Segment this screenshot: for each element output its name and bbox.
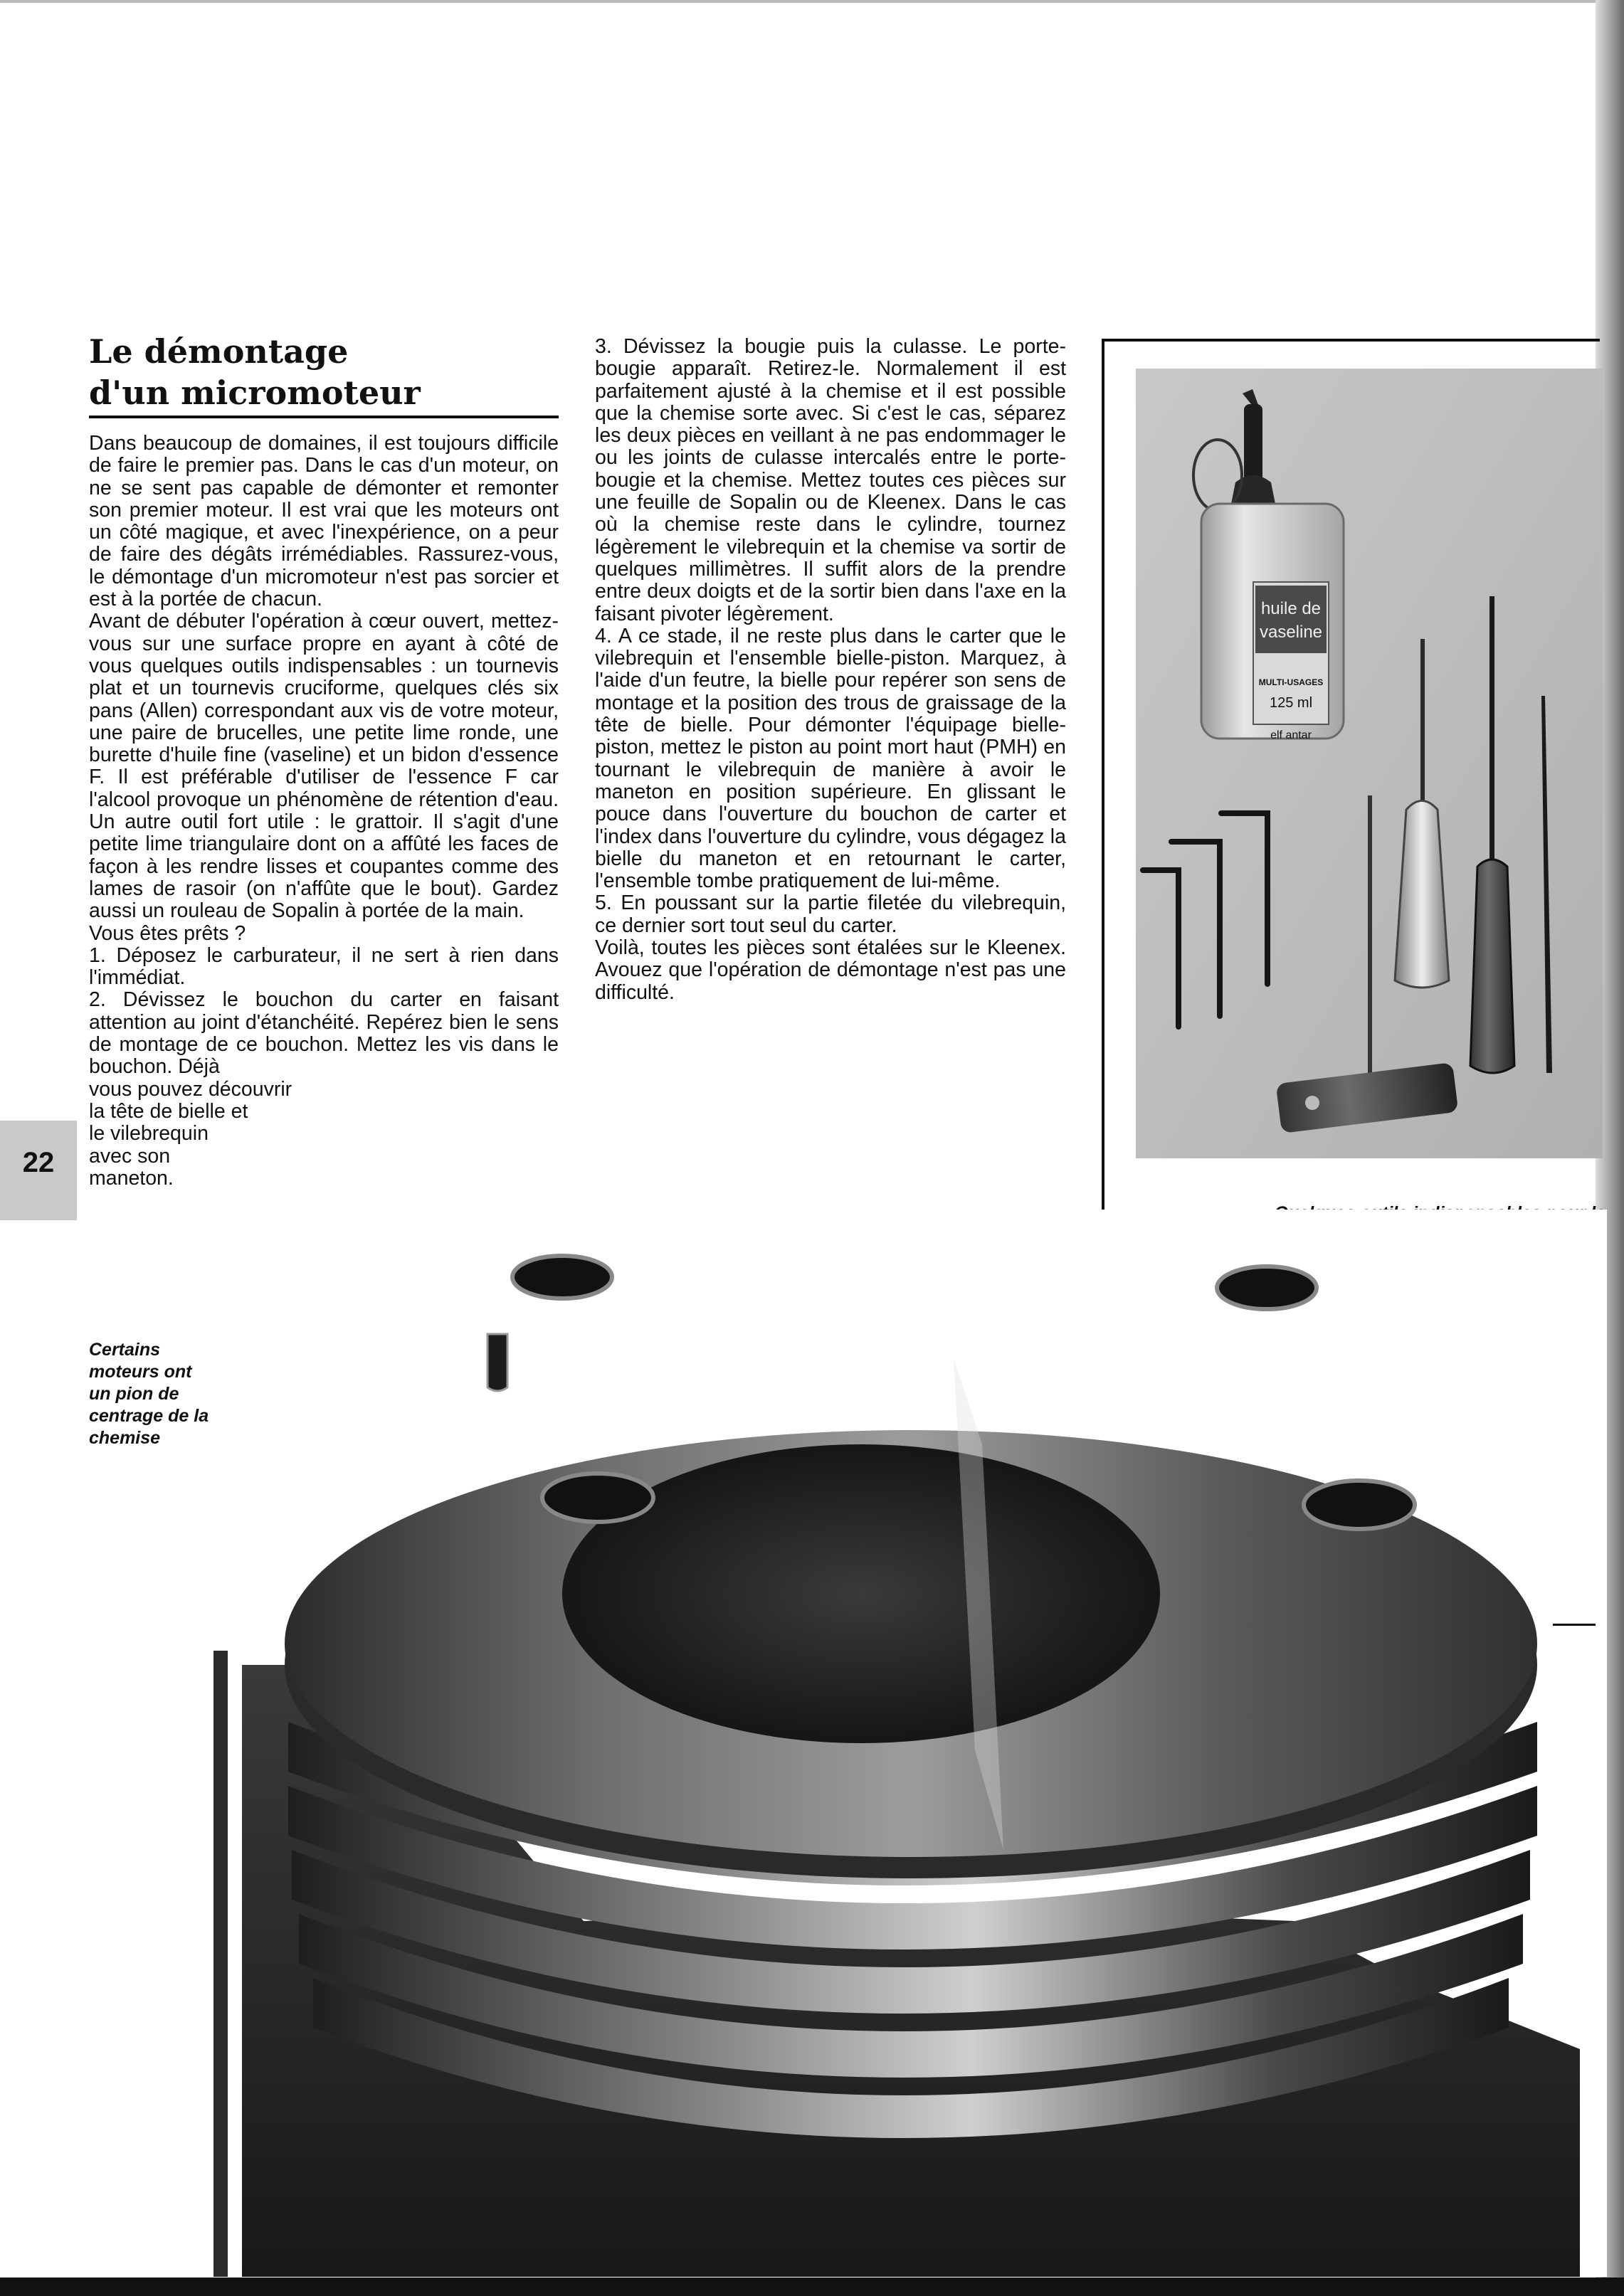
step-2-line-a: vous pouvez découvrir bbox=[89, 1077, 292, 1101]
step-2-line-b: la tête de bielle et bbox=[89, 1099, 248, 1123]
step-5: 5. En poussant sur la partie filetée du vilebrequin, ce dernier sort tout seul du carter. bbox=[595, 892, 1066, 937]
photo-frame-left-rule bbox=[1102, 339, 1104, 1221]
step-2-line-e: maneton. bbox=[89, 1166, 174, 1190]
engine-cylinder-photo bbox=[228, 1210, 1607, 2277]
bottle-label-line-4: 125 ml bbox=[1269, 695, 1313, 711]
top-edge-rule bbox=[0, 0, 1624, 3]
title-line-2: d'un micromoteur bbox=[89, 374, 421, 412]
bottle-label-line-5: elf antar bbox=[1270, 729, 1312, 741]
conclusion: Voilà, toutes les pièces sont étalées sur le Kleenex. Avouez que l'opération de démontage n'est pas une difficulté. bbox=[595, 936, 1066, 1004]
paragraph-intro: Dans beaucoup de domaines, il est toujours difficile de faire le premier pas. Dans le cas d'un moteur, on ne se sent pas capable de démonter et remonter son premier moteur. Il est vrai que les moteurs ont un côté magique, et avec l'inexpérience, on a peur de faire des dégâts irrémédiables. Rassurez-vous, le démontage d'un micromoteur n'est pas sorcier et est à la portée de chacun. bbox=[89, 432, 559, 611]
step-4: 4. A ce stade, il ne reste plus dans le carter que le vilebrequin et l'ensemble bielle-piston. Marquez, à l'aide d'un feutre, la bielle pour repérer son sens de montage et la position des trous de graissage de la tête de bielle. Pour démonter l'équipage bielle-piston, mettez le piston au point mort haut (PMH) en tournant le vilebrequin de manière à avoir le maneton en position supérieure. En glissant le pouce dans l'ouverture du bouchon de carter et l'index dans l'ouverture du cylindre, vous dégagez la bielle du maneton et en retournant le carter, l'ensemble tombe pratiquement de lui-même. bbox=[595, 624, 1066, 893]
paragraph-tools: Avant de débuter l'opération à cœur ouvert, mettez-vous sur une surface propre en ayant à côté de vous quelques outils indispensables : un tournevis plat et un tournevis cruciforme, quelques clés six pans (Allen) correspondant aux vis de votre moteur, une paire de brucelles, une petite lime ronde, une burette d'huile fine (vaseline) et un bidon d'essence F. Il est préférable d'utiliser de l'essence F car l'alcool provoque un phénomène de rétention d'eau. Un autre outil fort utile : le grattoir. Il s'agit d'une petite lime triangulaire dont on a affûté les faces de façon à les rendre lisses et coupantes comme des lames de rasoir (on n'affûte que le bout). Gardez aussi un rouleau de Sopalin à portée de la main. bbox=[89, 610, 559, 923]
bottle-label-line-2: vaseline bbox=[1259, 623, 1323, 642]
page-bottom-edge bbox=[0, 2278, 1624, 2296]
tools-photo bbox=[1136, 369, 1603, 1158]
text-column-middle bbox=[595, 336, 1066, 1004]
centering-pin bbox=[487, 1334, 507, 1391]
photo-frame-right-tick bbox=[1553, 1624, 1596, 1626]
step-2-line-c: le vilebrequin bbox=[89, 1122, 209, 1146]
paragraph-ready: Vous êtes prêts ? bbox=[89, 921, 246, 945]
step-2: 2. Dévissez le bouchon du carter en faisant attention au joint d'étanchéité. Repérez bien le sens de montage de ce bouchon. Mettez les vis dans le bouchon. Déjà bbox=[89, 988, 559, 1079]
bottle-label-line-1: huile de bbox=[1260, 599, 1322, 618]
text-column-left bbox=[89, 433, 559, 1190]
engine-caption: Certains moteurs ont un pion de centrage de la chemise bbox=[89, 1340, 209, 1448]
article-title bbox=[89, 331, 559, 413]
bottle-label-line-3: MULTI-USAGES bbox=[1258, 677, 1324, 687]
title-underline bbox=[89, 416, 559, 418]
page-number: 22 bbox=[22, 1147, 55, 1178]
photo-frame-top-rule bbox=[1102, 339, 1600, 342]
step-3: 3. Dévissez la bougie puis la culasse. Le porte-bougie apparaît. Retirez-le. Normalement il est parfaitement ajusté à la chemise et il est possible que la chemise sorte avec. Si c'est le cas, séparez les deux pièces en veillant à ne pas endommager le ou les joints de culasse intercalés entre le porte-bougie et la chemise. Mettez toutes ces pièces sur une feuille de Sopalin ou de Kleenex. Dans le cas où la chemise reste dans le cylindre, tournez légèrement le vilebrequin et la chemise va sortir de quelques millimètres. Il suffit alors de la prendre entre deux doigts et de la sortir bien dans l'axe en la faisant pivoter légèrement. bbox=[595, 335, 1066, 625]
step-1: 1. Déposez le carburateur, il ne sert à rien dans l'immédiat. bbox=[89, 943, 559, 990]
step-2-line-d: avec son bbox=[89, 1144, 171, 1168]
title-line-1: Le démontage bbox=[89, 332, 349, 371]
